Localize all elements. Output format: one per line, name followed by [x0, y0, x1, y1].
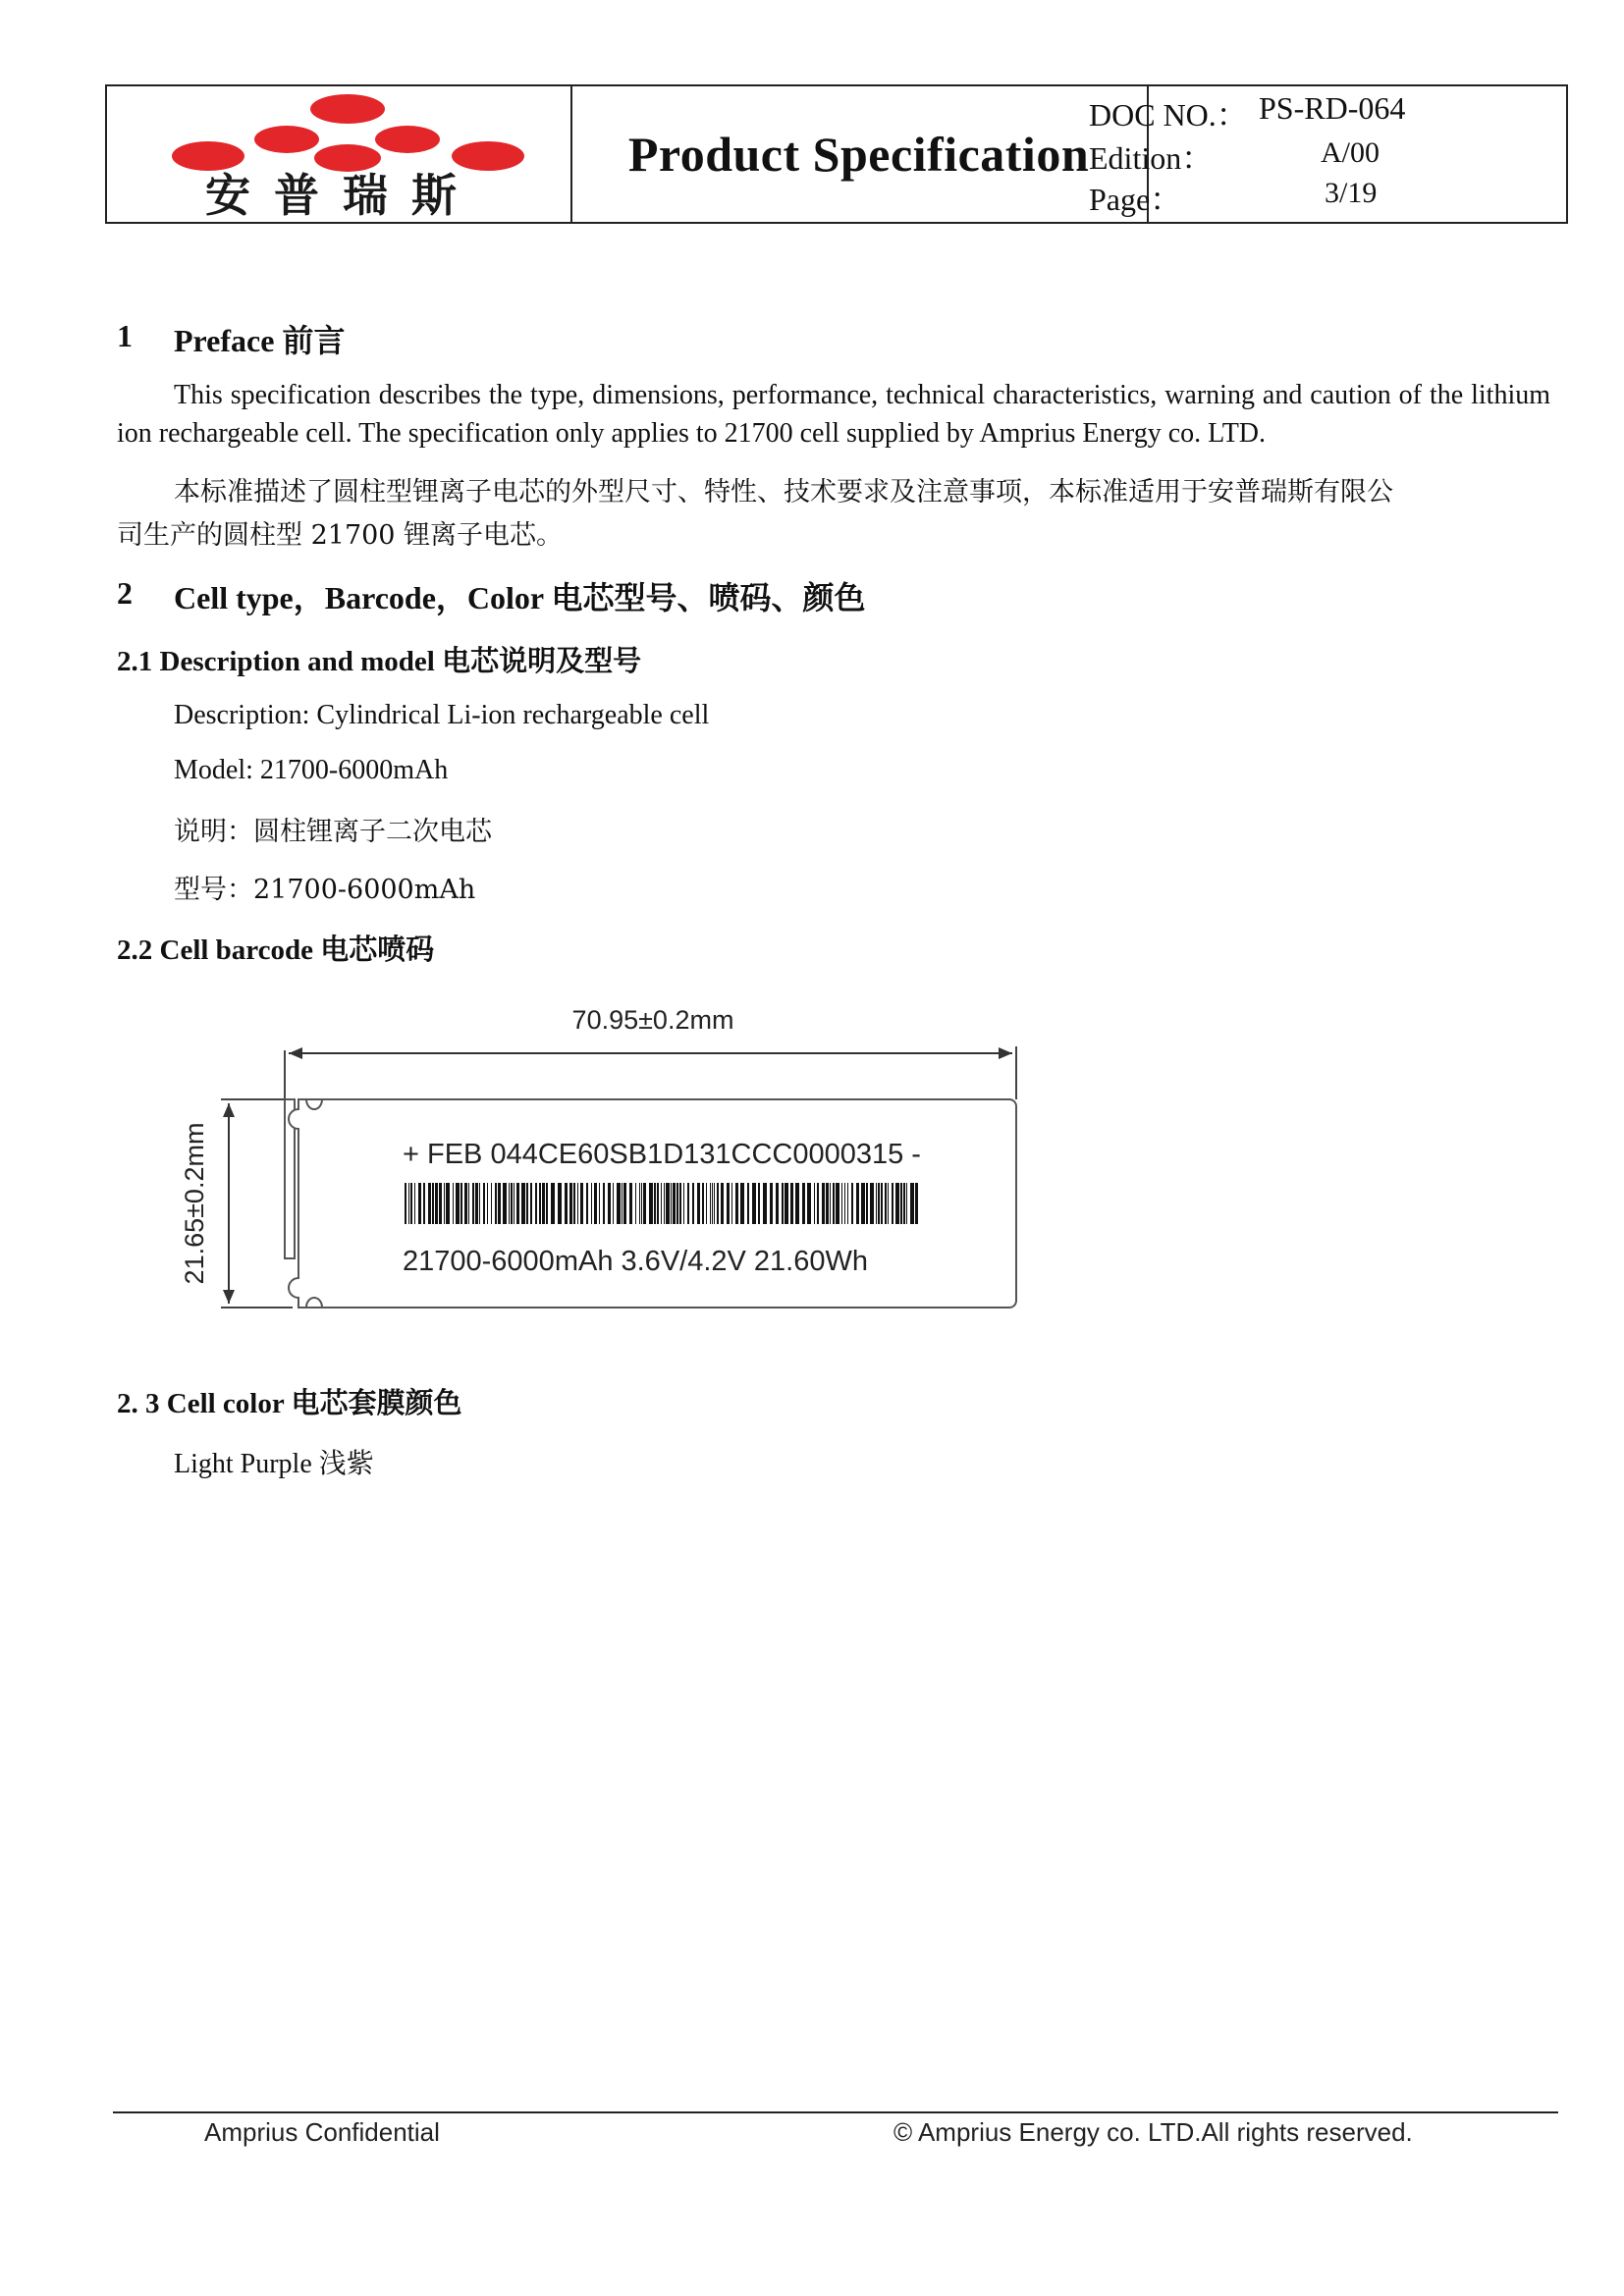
logo-text: 安普瑞斯 [205, 169, 480, 222]
preface-paragraph-cn-line2: 司生产的圆柱型 21700 锂离子电芯。 [117, 520, 564, 551]
section-1-number: 1 [117, 318, 133, 353]
document-title: Product Specification [627, 127, 1090, 182]
section-2-3-title: 2. 3 Cell color 电芯套膜颜色 [117, 1388, 462, 1419]
page-label: Page： [1089, 182, 1182, 217]
description-cn: 说明：圆柱锂离子二次电芯 [174, 817, 492, 847]
footer-copyright: © Amprius Energy co. LTD.All rights reserved. [893, 2117, 1413, 2147]
barcode-spec-line: 21700-6000mAh 3.6V/4.2V 21.60Wh [403, 1246, 868, 1277]
section-2-title: Cell type，Barcode，Color 电芯型号、喷码、颜色 [174, 580, 866, 615]
model-cn: 型号：21700-6000mAh [174, 875, 476, 905]
amprius-logo [107, 86, 567, 222]
preface-paragraph-cn-line1: 本标准描述了圆柱型锂离子电芯的外型尺寸、特性、技术要求及注意事项，本标准适用于安普瑞斯有限公 [174, 477, 1393, 507]
barcode-label-figure [167, 982, 1031, 1325]
logo-cell [107, 86, 572, 222]
width-dimension: 70.95±0.2mm [571, 1005, 734, 1035]
section-2-1-title: 2.1 Description and model 电芯说明及型号 [117, 646, 642, 677]
title-cell [570, 86, 1149, 222]
page-value: 3/19 [1325, 177, 1378, 209]
logo-dots-icon [172, 94, 524, 172]
preface-paragraph-en: This specification describes the type, dimensions, performance, technical characteristics, warning and caution of the lithium ion rechargeable cell. The specification only applies to 21700 cell supplied by Amprius Energy co. LTD. [117, 380, 1550, 449]
section-2-2-title: 2.2 Cell barcode 电芯喷码 [117, 934, 435, 966]
model-en: Model: 21700-6000mAh [174, 755, 449, 785]
section-1-title: Preface 前言 [174, 323, 346, 358]
section-2-number: 2 [117, 575, 133, 611]
doc-no-value: PS-RD-064 [1259, 90, 1406, 126]
edition-value: A/00 [1321, 136, 1380, 169]
footer-confidential: Amprius Confidential [204, 2117, 440, 2147]
doc-no-label: DOC NO.： [1089, 97, 1248, 133]
cell-color-value: Light Purple 浅紫 [174, 1449, 374, 1479]
description-en: Description: Cylindrical Li-ion rechargeable cell [174, 700, 710, 730]
edition-label: Edition： [1089, 140, 1214, 176]
height-dimension: 21.65±0.2mm [180, 1122, 209, 1285]
footer-rule [113, 2111, 1558, 2113]
barcode-code-line: + FEB 044CE60SB1D131CCC0000315 - [403, 1139, 921, 1170]
